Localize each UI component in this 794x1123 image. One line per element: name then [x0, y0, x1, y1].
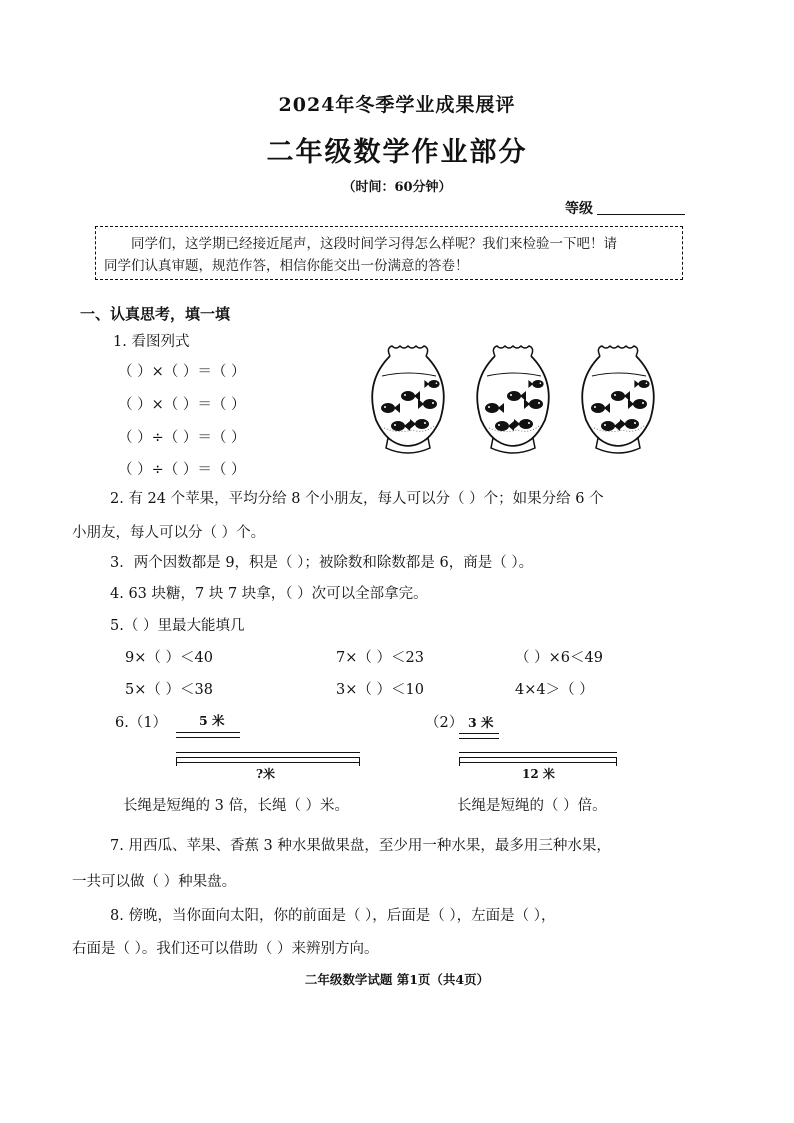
q6-short-rope-1 [176, 732, 240, 738]
q6-answer-1: 长绳是短绳的 3 倍，长绳（ ）米。 [123, 798, 350, 814]
q3-text: 3．两个因数都是 9，积是（ ）；被除数和除数都是 6，商是（ ）。 [110, 555, 534, 571]
q2-line-1: 2. 有 24 个苹果，平均分给 8 个小朋友，每人可以分（ ）个；如果分给 6 个 [110, 491, 604, 507]
q6-brace-1 [176, 762, 360, 763]
q6-label-1: 6.（1） [115, 715, 168, 731]
q5-item-3: （ ）×6＜49 [515, 650, 603, 666]
q6-short-rope-label-1: 5 米 [199, 713, 225, 728]
q5-item-1: 9×（ ）＜40 [125, 650, 213, 666]
q6-short-rope-label-2: 3 米 [468, 715, 494, 730]
page-footer: 二年级数学试题 第1页（共4页） [304, 972, 490, 987]
exam-title-subject: 二年级数学作业部分 [266, 137, 528, 168]
fish-bowl-1 [372, 346, 444, 453]
fish-bowls-illustration [368, 342, 678, 460]
notice-box [95, 226, 683, 280]
q1-row-3: （ ）÷（ ）＝（ ） [118, 430, 246, 446]
q7-line-2: 一共可以做（ ）种果盘。 [72, 874, 237, 890]
exam-time: （时间：60分钟） [342, 180, 452, 195]
q5-item-6: 4×4＞（ ） [515, 682, 594, 698]
q1-row-4: （ ）÷（ ）＝（ ） [118, 462, 246, 478]
q8-line-1: 8. 傍晚，当你面向太阳，你的前面是（ ），后面是（ ），左面是（ ）， [110, 908, 556, 924]
q5-item-2: 7×（ ）＜23 [336, 650, 424, 666]
q6-short-rope-2 [459, 733, 499, 739]
q6-answer-2: 长绳是短绳的（ ）倍。 [457, 798, 607, 814]
q1-label: 1. 看图列式 [113, 334, 190, 350]
grade-label: 等级 [565, 201, 593, 217]
q1-row-1: （ ）×（ ）＝（ ） [118, 364, 246, 380]
q8-line-2: 右面是（ ）。我们还可以借助（ ）来辨别方向。 [72, 941, 379, 957]
q2-line-2: 小朋友，每人可以分（ ）个。 [72, 525, 266, 541]
q5-label: 5.（ ）里最大能填几 [110, 618, 245, 634]
grade-blank-line[interactable] [597, 214, 685, 215]
fish-bowl-2 [477, 346, 549, 453]
q1-row-2: （ ）×（ ）＝（ ） [118, 397, 246, 413]
q6-long-rope-label-1: ?米 [256, 767, 276, 781]
q6-long-rope-1 [176, 752, 360, 758]
section-1-title: 一、认真思考，填一填 [80, 305, 231, 323]
fish-bowl-3 [582, 346, 654, 453]
q5-item-4: 5×（ ）＜38 [125, 682, 213, 698]
q4-text: 4. 63 块糖，7 块 7 块拿，（ ）次可以全部拿完。 [110, 586, 428, 602]
q6-long-rope-label-2: 12 米 [522, 767, 555, 781]
q5-item-5: 3×（ ）＜10 [336, 682, 424, 698]
q6-long-rope-2 [459, 752, 617, 758]
notice-line-1: 同学们，这学期已经接近尾声，这段时间学习得怎么样呢？我们来检验一下吧！请 [131, 236, 617, 252]
exam-title-year: 2024年冬季学业成果展评 [278, 94, 516, 116]
notice-line-2: 同学们认真审题，规范作答，相信你能交出一份满意的答卷！ [104, 258, 469, 274]
q6-brace-2 [459, 762, 617, 763]
q6-label-2: （2） [425, 715, 464, 731]
q7-line-1: 7. 用西瓜、苹果、香蕉 3 种水果做果盘，至少用一种水果，最多用三种水果， [110, 838, 611, 854]
